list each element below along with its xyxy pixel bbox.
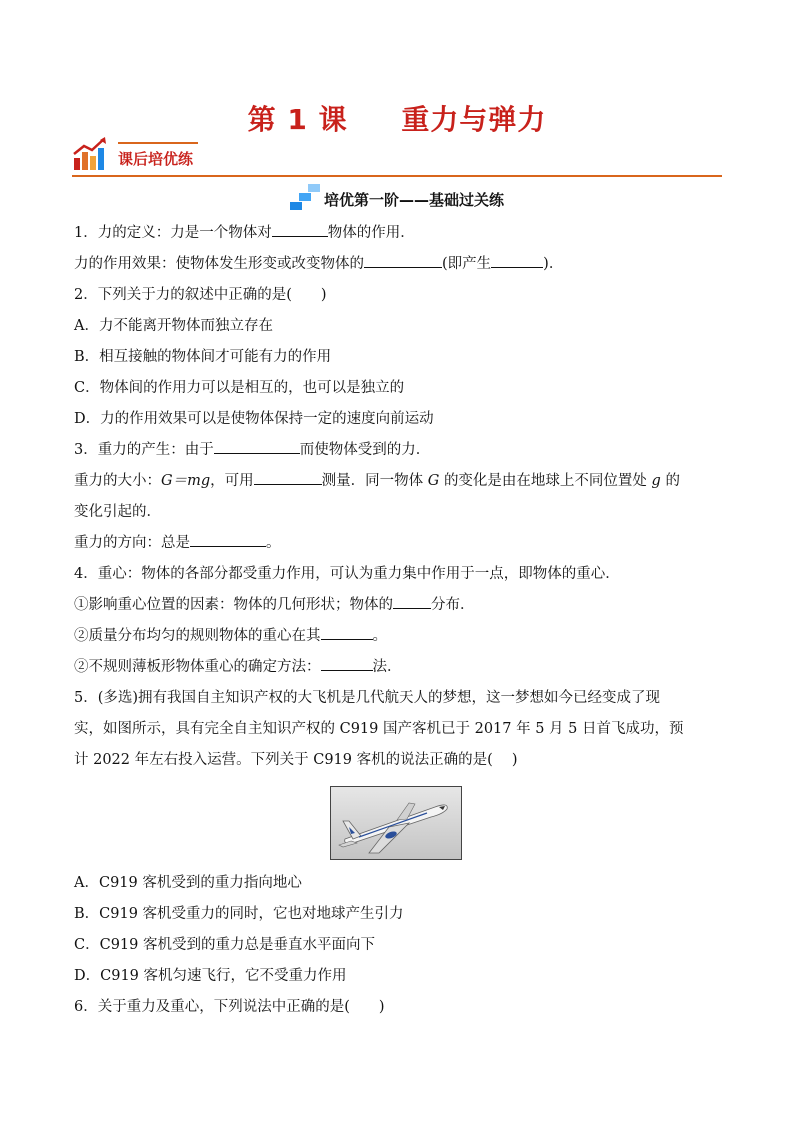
q2-option-b[interactable]: B．相互接触的物体间才可能有力的作用 [74, 349, 332, 365]
q4-item1 [74, 590, 722, 621]
q4-item3-text: ②不规则薄板形物体重心的确定方法： [74, 659, 321, 675]
q4-item2-end: 。 [372, 628, 387, 644]
c919-airplane-image [330, 786, 462, 860]
q2-stem: 2．下列关于力的叙述中正确的是( ) [74, 287, 327, 303]
q3-magnitude-text4: 的 [665, 473, 680, 489]
header-top-rule [118, 142, 198, 144]
q4-item1-end: 分布． [431, 597, 475, 613]
q4-item3 [74, 652, 722, 683]
q5-option-c[interactable]: C．C919 客机受到的重力总是垂直水平面向下 [74, 937, 375, 953]
subsection-heading [0, 184, 794, 214]
subsection-title: 培优第一阶——基础过关练 [323, 191, 504, 209]
q5-stem-line2: 实，如图所示，具有完全自主知识产权的 C919 国产客机已于 2017 年 5 月 5 日首飞成功，预 [74, 721, 684, 737]
q6-stem: 6．关于重力及重心，下列说法中正确的是( ) [74, 999, 385, 1015]
q3-text-end: 而使物体受到的力． [299, 442, 431, 458]
q2-option-c[interactable]: C．物体间的作用力可以是相互的，也可以是独立的 [74, 380, 405, 396]
q1-text: 1．力的定义：力是一个物体对 [74, 225, 272, 241]
q4-item2 [74, 621, 722, 652]
question-list [74, 218, 722, 1023]
q1-line2 [74, 249, 722, 280]
q5-option-d[interactable]: D．C919 客机匀速飞行，它不受重力作用 [74, 968, 347, 984]
answer-blank[interactable] [272, 222, 328, 237]
q3-line3: 变化引起的． [74, 504, 161, 520]
section-label: 课后培优练 [118, 150, 194, 168]
answer-blank[interactable] [491, 253, 543, 268]
page-title: 第 1 课 重力与弹力 [247, 103, 547, 136]
q3-magnitude-text2: 测量．同一物体 [321, 473, 424, 489]
q2-option-a[interactable]: A．力不能离开物体而独立存在 [74, 318, 273, 334]
q3-line4 [74, 528, 722, 559]
q3-magnitude-text: 重力的大小： [74, 473, 161, 489]
section-header [72, 136, 722, 180]
q4-item1-text: ①影响重心位置的因素：物体的几何形状；物体的 [74, 597, 393, 613]
answer-blank[interactable] [254, 470, 322, 485]
header-rule [72, 175, 722, 177]
q3-direction-text: 重力的方向：总是 [74, 535, 190, 551]
airplane-icon [331, 787, 461, 859]
q1-text-end: 物体的作用． [327, 225, 415, 241]
q5-stem-line3: 计 2022 年左右投入运营。下列关于 C919 客机的说法正确的是( ) [74, 752, 518, 768]
q3-magnitude-mid: ，可用 [210, 473, 254, 489]
answer-blank[interactable] [190, 532, 266, 547]
q1-effect-mid: (即产生 [442, 256, 492, 272]
q2-option-d[interactable]: D．力的作用效果可以是使物体保持一定的速度向前运动 [74, 411, 434, 427]
answer-blank[interactable] [321, 625, 373, 640]
growth-chart-icon [72, 136, 108, 172]
answer-blank[interactable] [393, 594, 431, 609]
answer-blank[interactable] [321, 656, 373, 671]
q4-stem: 4．重心：物体的各部分都受重力作用，可认为重力集中作用于一点，即物体的重心． [74, 566, 620, 582]
q1-effect-end: )． [543, 256, 564, 272]
q3-text: 3．重力的产生：由于 [74, 442, 214, 458]
gravity-formula: G＝mg [161, 473, 211, 489]
stairs-icon [290, 184, 320, 210]
q5-option-a[interactable]: A．C919 客机受到的重力指向地心 [74, 875, 302, 891]
q3-direction-end: 。 [266, 535, 281, 551]
q3-magnitude-text3: 的变化是由在地球上不同位置处 [443, 473, 647, 489]
answer-blank[interactable] [214, 439, 300, 454]
symbol-g-weight: G [427, 473, 440, 489]
q5-stem-line1: 5．(多选)拥有我国自主知识产权的大飞机是几代航天人的梦想，这一梦想如今已经变成了现 [74, 690, 661, 706]
q3-line2 [74, 466, 722, 497]
q3-line1 [74, 435, 722, 466]
answer-blank[interactable] [364, 253, 442, 268]
q4-item2-text: ②质量分布均匀的规则物体的重心在其 [74, 628, 321, 644]
q1-line1 [74, 218, 722, 249]
symbol-g-accel: g [651, 473, 661, 489]
q4-item3-end: 法． [372, 659, 402, 675]
q5-option-b[interactable]: B．C919 客机受重力的同时，它也对地球产生引力 [74, 906, 404, 922]
q1-effect-text: 力的作用效果：使物体发生形变或改变物体的 [74, 256, 364, 272]
